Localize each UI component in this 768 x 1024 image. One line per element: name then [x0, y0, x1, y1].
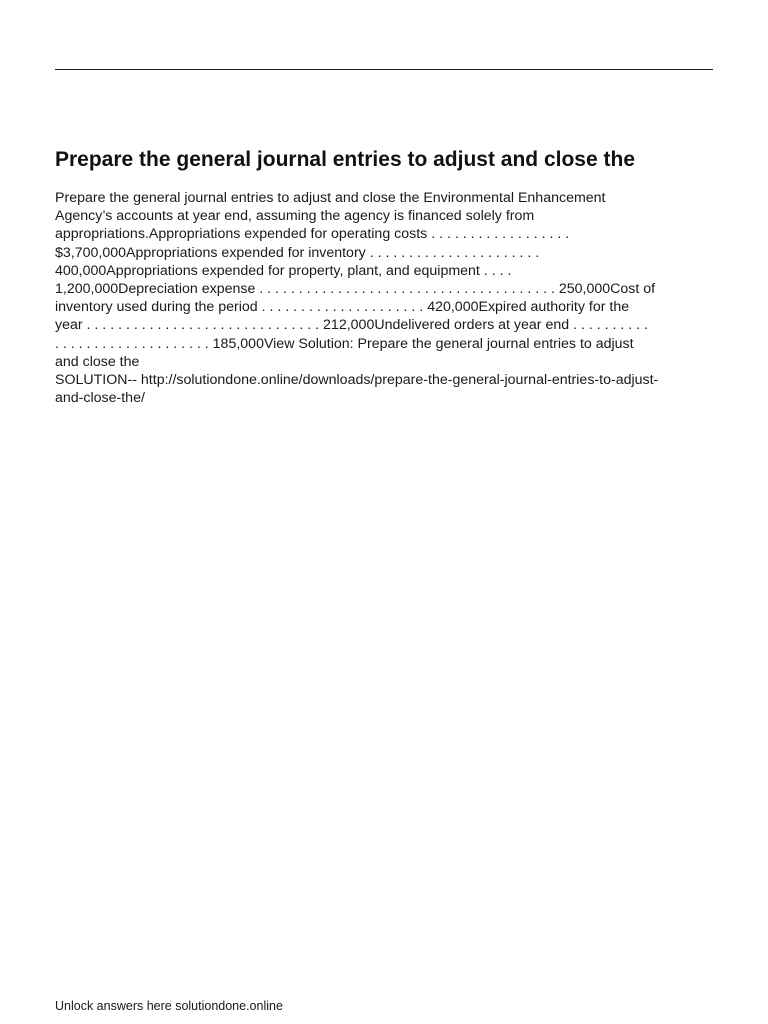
body-line: appropriations.Appropriations expended for operating costs . . . . . . . . . . . . . . . . . .: [55, 226, 570, 243]
body-line: 1,200,000Depreciation expense . . . . . . . . . . . . . . . . . . . . . . . . . . . . . . . . . . . . . . 250,000Cost of: [55, 281, 656, 298]
body-line: Prepare the general journal entries to adjust and close the Environmental Enhancement: [55, 190, 606, 206]
footer-note: Unlock answers here solutiondone.online: [55, 999, 283, 1013]
body-line: year . . . . . . . . . . . . . . . . . . . . . . . . . . . . . . 212,000Undelivered orders at year end . . . . . . . . . .: [55, 317, 648, 334]
body-line: 400,000Appropriations expended for property, plant, and equipment . . . .: [55, 262, 512, 279]
body-line: inventory used during the period . . . . . . . . . . . . . . . . . . . . . 420,000Expired authority for the: [55, 299, 630, 316]
solution-link-line[interactable]: and-close-the/: [55, 390, 145, 407]
page-title: Prepare the general journal entries to adjust and close the: [55, 148, 635, 171]
solution-link-line[interactable]: SOLUTION-- http://solutiondone.online/downloads/prepare-the-general-journal-entries-to-adjust-: [55, 372, 659, 389]
body-line: Agency’s accounts at year end, assuming the agency is financed solely from: [55, 208, 535, 225]
body-line: . . . . . . . . . . . . . . . . . . . . 185,000View Solution: Prepare the general journal entries to adjust: [55, 335, 634, 352]
document-body: [55, 189, 723, 407]
body-line: and close the: [55, 353, 140, 370]
top-divider: [55, 69, 713, 70]
body-line: $3,700,000Appropriations expended for inventory . . . . . . . . . . . . . . . . . . . . . .: [55, 244, 540, 261]
